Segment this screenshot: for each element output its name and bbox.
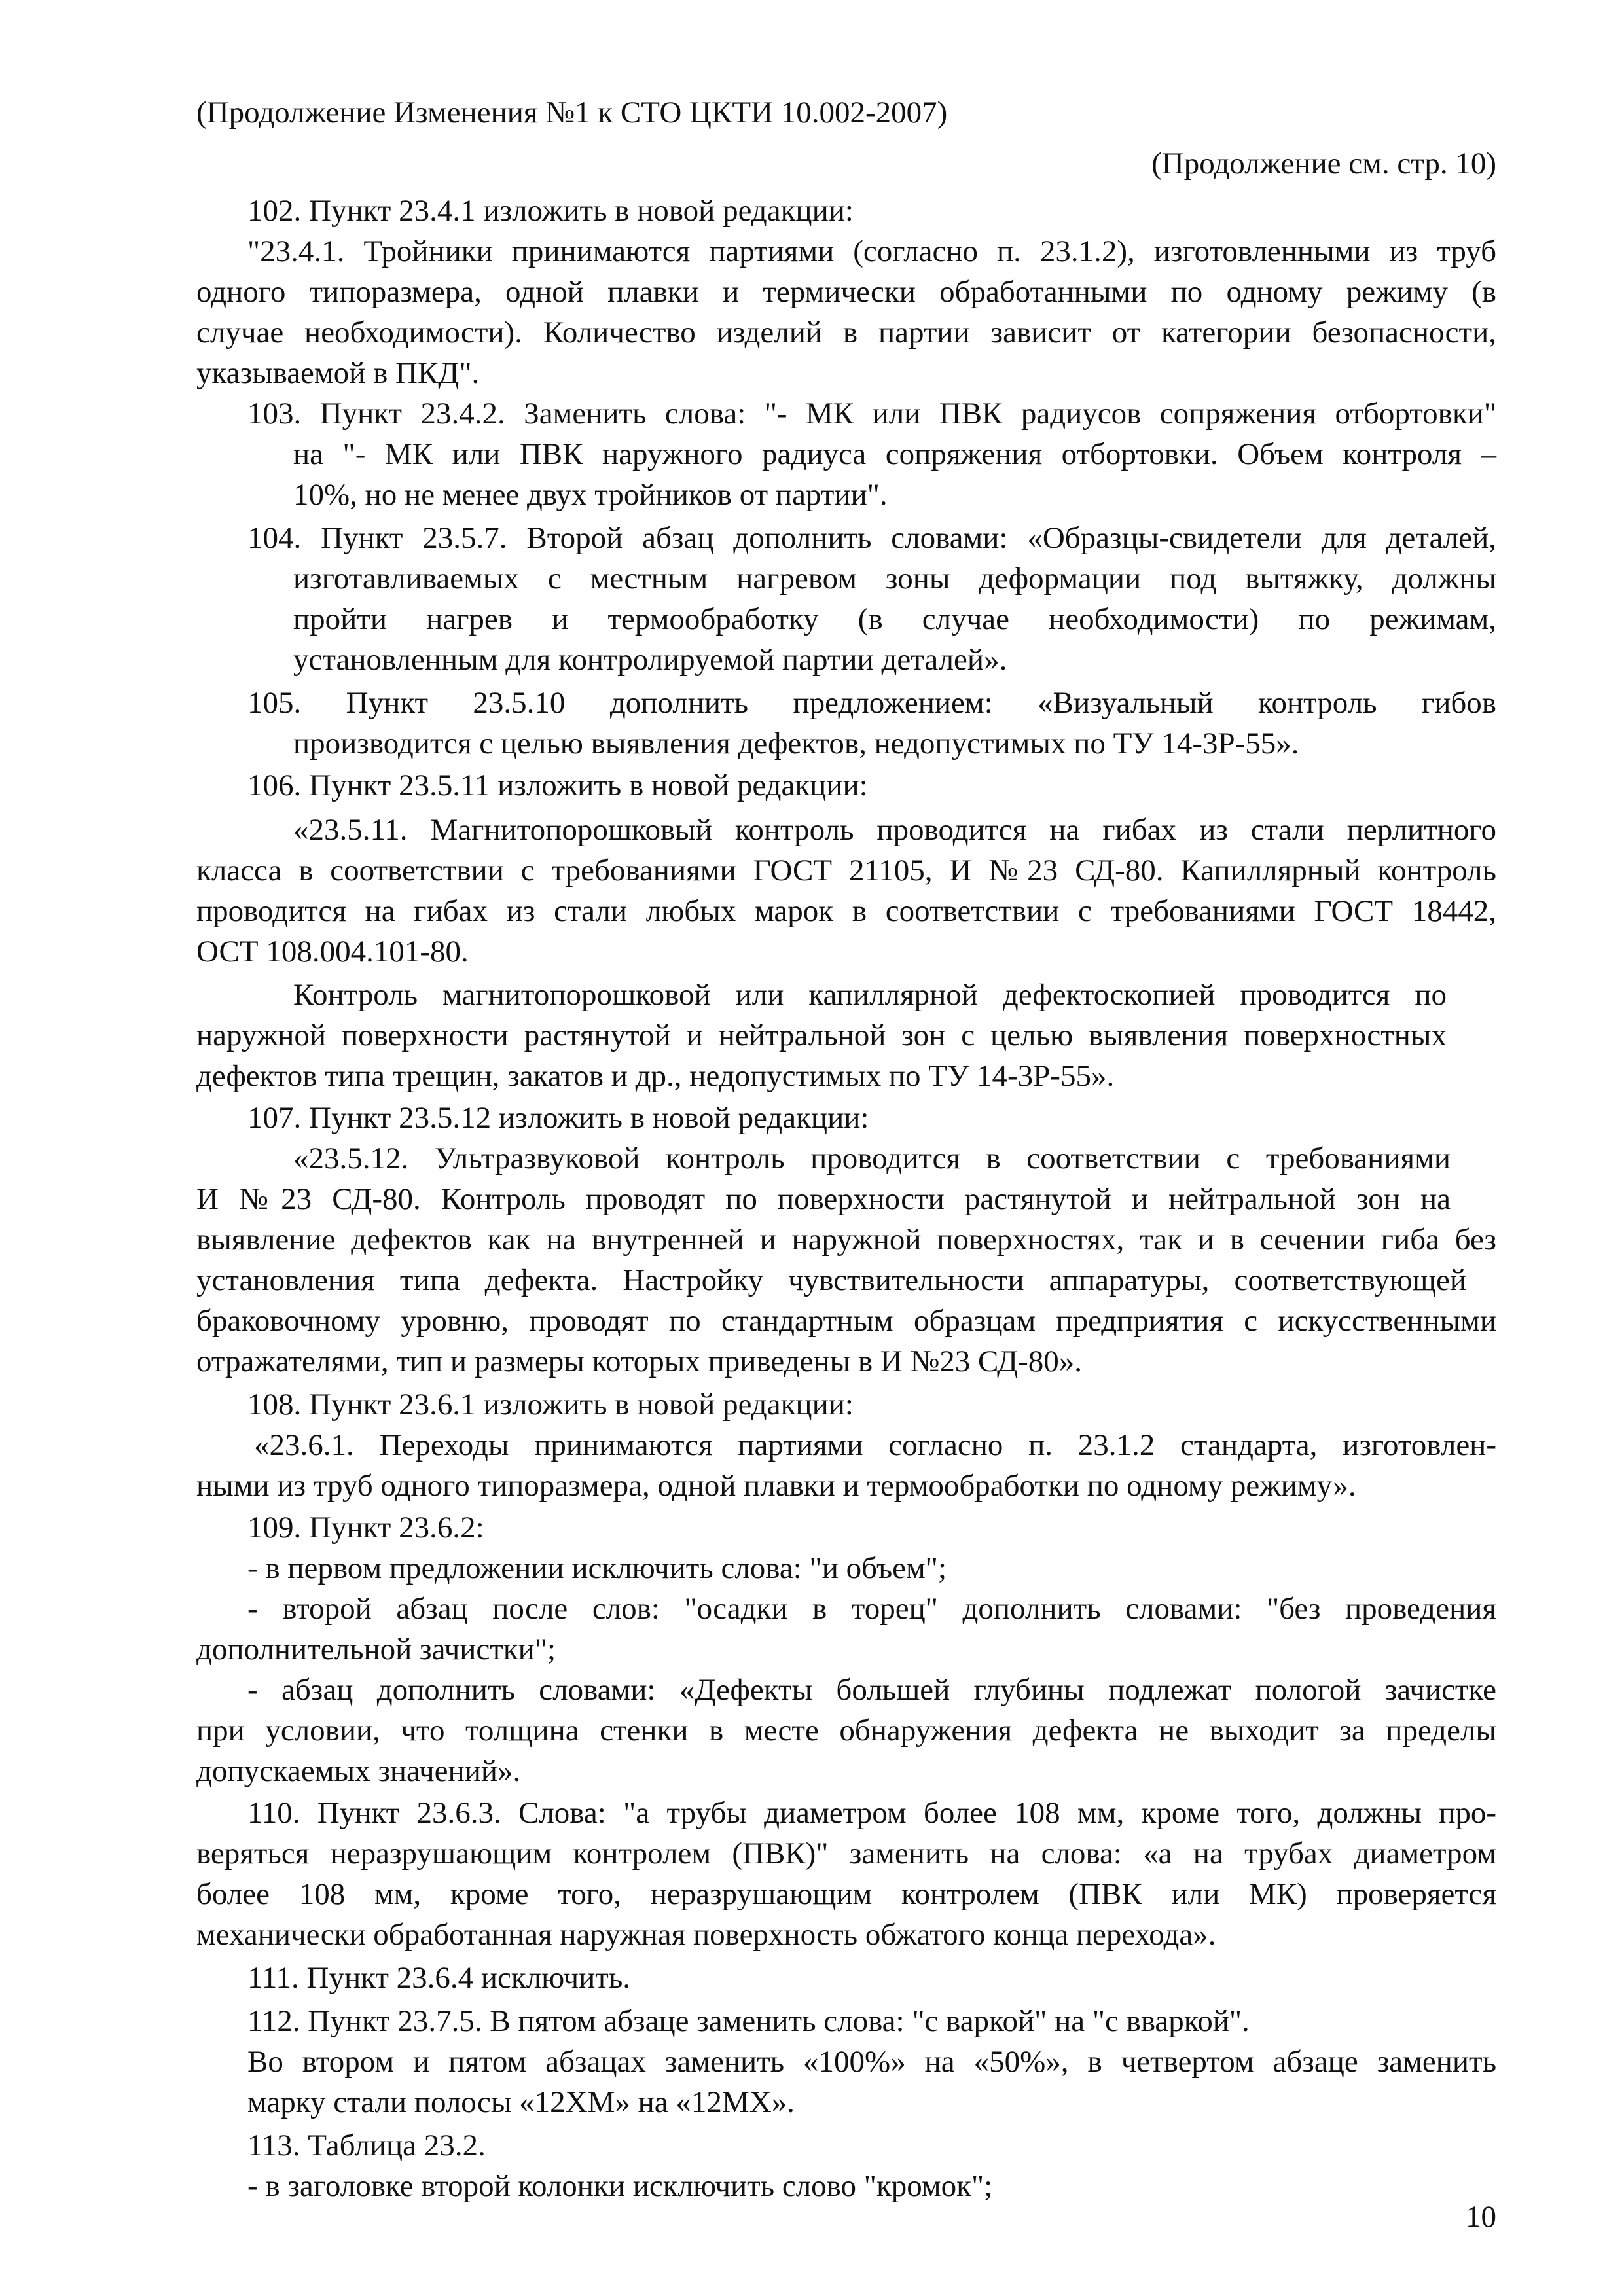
text-line: И №23 СД-80. Контроль проводят по поверхности растянутой и нейтральной зон на — [196, 1182, 1451, 1216]
text-line: механически обработанная наружная поверхность обжатого конца перехода». — [196, 1918, 1216, 1952]
text-line: ными из труб одного типоразмера, одной плавки и термообработки по одному режиму». — [196, 1469, 1356, 1503]
text-line: производится с целью выявления дефектов, недопустимых по ТУ 14-3Р-55». — [293, 726, 1299, 761]
text-line: ОСТ 108.004.101-80. — [196, 935, 469, 969]
text-line: «23.5.11. Магнитопорошковый контроль проводится на гибах из стали перлитного — [293, 813, 1496, 847]
text-line: 111. Пункт 23.6.4 исключить. — [247, 1961, 630, 1995]
text-line: 109. Пункт 23.6.2: — [247, 1511, 484, 1545]
text-line: Контроль магнитопорошковой или капиллярной дефектоскопией проводится по — [293, 978, 1447, 1012]
text-line: 108. Пункт 23.6.1 изложить в новой редакции: — [247, 1388, 854, 1422]
text-line: - второй абзац после слов: "осадки в торец" дополнить словами: "без проведения — [247, 1592, 1496, 1626]
text-line: пройти нагрев и термообработку (в случае необходимости) по режимам, — [293, 602, 1496, 636]
text-line: наружной поверхности растянутой и нейтральной зон с целью выявления поверхностных — [196, 1018, 1447, 1052]
text-line: при условии, что толщина стенки в месте обнаружения дефекта не выходит за пределы — [196, 1713, 1496, 1748]
text-line: изготавливаемых с местным нагревом зоны деформации под вытяжку, должны — [293, 562, 1496, 596]
text-line: выявление дефектов как на внутренней и наружной поверхностях, так и в сечении гиба без — [196, 1223, 1496, 1257]
text-line: одного типоразмера, одной плавки и термически обработанными по одному режиму (в — [196, 275, 1496, 309]
page-number: 10 — [1466, 2200, 1496, 2234]
text-line: 107. Пункт 23.5.12 изложить в новой редакции: — [247, 1101, 869, 1135]
continuation-reference: (Продолжение см. стр. 10) — [1151, 147, 1496, 181]
text-line: «23.5.12. Ультразвуковой контроль проводится в соответствии с требованиями — [293, 1141, 1451, 1175]
text-line: случае необходимости). Количество изделий в партии зависит от категории безопасности, — [196, 315, 1496, 350]
text-line: - в первом предложении исключить слова: "и объем"; — [247, 1551, 947, 1585]
text-line: браковочному уровню, проводят по стандартным образцам предприятия с искусственными — [196, 1304, 1496, 1338]
text-line: 113. Таблица 23.2. — [247, 2128, 486, 2162]
text-line: допускаемых значений». — [196, 1754, 521, 1788]
text-line: 110. Пункт 23.6.3. Слова: "а трубы диаметром более 108 мм, кроме того, должны про- — [247, 1796, 1496, 1830]
text-line: установления типа дефекта. Настройку чувствительности аппаратуры, соответствующей — [196, 1263, 1466, 1297]
text-line: установленным для контролируемой партии деталей». — [293, 643, 1007, 677]
text-line: проводится на гибах из стали любых марок в соответствии с требованиями ГОСТ 18442, — [196, 894, 1496, 928]
text-line: более 108 мм, кроме того, неразрушающим контролем (ПВК или МК) проверяется — [196, 1877, 1496, 1911]
text-line: - абзац дополнить словами: «Дефекты большей глубины подлежат пологой зачистке — [247, 1673, 1496, 1707]
text-line: 106. Пункт 23.5.11 изложить в новой редакции: — [247, 768, 868, 802]
text-line: веряться неразрушающим контролем (ПВК)" заменить на слова: «а на трубах диаметром — [196, 1837, 1496, 1871]
text-line: марку стали полосы «12ХМ» на «12МХ». — [247, 2085, 795, 2119]
text-line: 104. Пункт 23.5.7. Второй абзац дополнить словами: «Образцы-свидетели для деталей, — [247, 521, 1496, 555]
text-line: 10%, но не менее двух тройников от партии". — [293, 478, 888, 512]
text-line: 112. Пункт 23.7.5. В пятом абзаце заменить слова: "с варкой" на "с вваркой". — [247, 2004, 1250, 2038]
text-line: 105. Пункт 23.5.10 дополнить предложением: «Визуальный контроль гибов — [247, 686, 1496, 720]
text-line: на "- МК или ПВК наружного радиуса сопряжения отбортовки. Объем контроля – — [293, 437, 1496, 471]
text-line: "23.4.1. Тройники принимаются партиями (согласно п. 23.1.2), изготовленными из труб — [247, 234, 1496, 268]
text-line: дополнительной зачистки"; — [196, 1632, 556, 1666]
text-line: указываемой в ПКД". — [196, 356, 480, 390]
text-line: 102. Пункт 23.4.1 изложить в новой редакции: — [247, 194, 854, 228]
text-line: Во втором и пятом абзацах заменить «100%» на «50%», в четвертом абзаце заменить — [247, 2045, 1496, 2079]
continuation-header: (Продолжение Изменения №1 к СТО ЦКТИ 10.002-2007) — [196, 96, 948, 130]
text-line: - в заголовке второй колонки исключить слово "кромок"; — [247, 2169, 993, 2203]
text-line: 103. Пункт 23.4.2. Заменить слова: "- МК или ПВК радиусов сопряжения отбортовки" — [247, 397, 1496, 431]
text-line: «23.6.1. Переходы принимаются партиями согласно п. 23.1.2 стандарта, изготовлен- — [254, 1428, 1496, 1462]
text-line: класса в соответствии с требованиями ГОСТ 21105, И №23 СД-80. Капиллярный контроль — [196, 853, 1496, 888]
text-line: дефектов типа трещин, закатов и др., недопустимых по ТУ 14-3Р-55». — [196, 1059, 1115, 1093]
text-line: отражателями, тип и размеры которых приведены в И №23 СД-80». — [196, 1344, 1083, 1378]
